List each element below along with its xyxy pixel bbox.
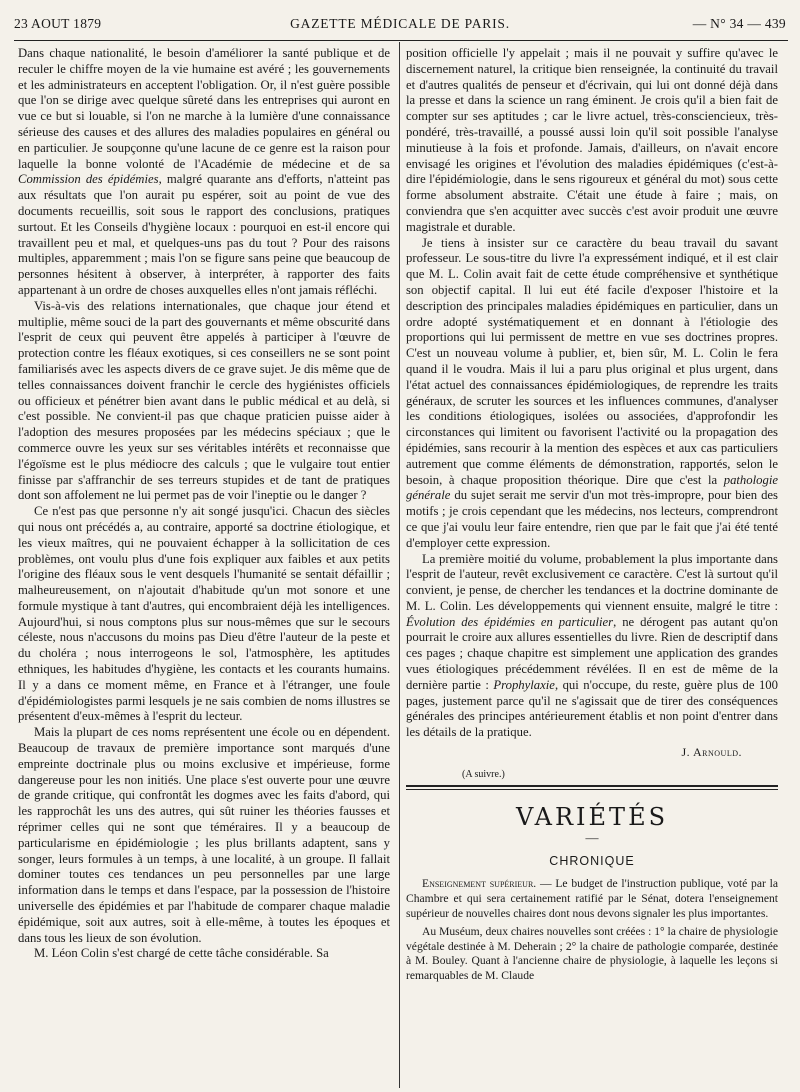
- header-date: 23 AOUT 1879: [14, 16, 102, 31]
- header-issue-number: — N° 34 — 439: [692, 16, 786, 31]
- article-signature: [406, 741, 778, 781]
- left-column: [18, 46, 390, 962]
- paragraph: Vis-à-vis des relations internationales, que chaque jour étend et multiplie, même souci de la part des gouvernants et même obscurité dans l'esprit de ceux qui peuvent être appelés à participer à l'œuvre de protection contre les fléaux exotiques, si ces conseillers ne se sont point familiarisés avec les aspects divers de ce grave sujet. Je dis même que de telles connaissances doivent franchir le cercle des hygiénistes officiels ou officieux et pénétrer bien avant dans le public médical et au delà, si c'est possible. Ne convient-il pas que chaque praticien puisse aider à l'adoption des mesures proposées par les médecins spéciaux ; que le commerce ouvre les yeux sur ses véritables intérêts et reconnaisse que l'égoïsme est le plus médiocre des calculs ; que le vulgaire tout entier finisse par s'affranchir de ses terreurs stupides et de tant de pratiques dont son affolement ne lui permet pas de voir l'ineptie ou le danger ?: [18, 298, 390, 503]
- section-title: VARIÉTÉS: [515, 803, 669, 832]
- right-column: [406, 46, 778, 984]
- header-title: GAZETTE MÉDICALE DE PARIS.: [290, 16, 510, 31]
- column-divider: [399, 42, 400, 1088]
- author-name: J. Arnould.: [681, 745, 742, 760]
- section-rule-thin: [406, 789, 778, 790]
- title-dash: —: [585, 829, 599, 845]
- subsection-title: CHRONIQUE: [549, 853, 635, 868]
- section-rule: [406, 785, 778, 787]
- paragraph: Dans chaque nationalité, le besoin d'améliorer la santé publique et de reculer le chiffre moyen de la vie humaine est avéré ; les gouvernements et les administrateurs en acceptent l'obligation. Or, il n'est guère possible que l'on se dirige avec quelque sûreté dans les entreprises qui auront en vue ce but si louable, si l'on ne marche à la lumière d'une connaissance sérieuse des causes et des allures des maladies populaires en général ou en particulier. Je soupçonne qu'une lacune de ce genre est la raison pour laquelle la bonne volonté de l'Académie de médecine et de sa Commission des épidémies, malgré quarante ans d'efforts, n'atteint pas aux résultats que l'on aurait pu espérer, soit au point de vue des documents recueillis, soit sous le rapport des conclusions, pratiques surtout. Et les Conseils d'hygiène locaux : pourquoi en est-il encore qui travaillent peu et mal, et quelques-uns pas du tout ? Pour des raisons multiples, apparemment ; mais l'on se figure sans peine que beaucoup de personnes hésitent à observer, à interpréter, à rapporter des faits appartenant à un ordre de choses auxquelles elles n'ont jamais réfléchi.: [18, 46, 390, 297]
- paragraph: Mais la plupart de ces noms représentent une école ou en dépendent. Beaucoup de travaux de première importance sont marqués d'une empreinte doctrinale plus ou moins exclusive et impérieuse, forme dangereuse pour les non initiés. Une place s'est ouverte pour une œuvre de grande critique, qui confrontât les dogmes avec les faits d'abord, qui les rapprochât les uns des autres, qui sût ruiner les théories fausses et réprimer celles qui ne sont que téméraires. Il y a beaucoup de particularisme en épidémiologie ; les plus brillants adaptent, sans y songer, leurs formules à un temps, à une localité, à un groupe. Il fallait dominer toutes ces tendances un peu personnelles par une large information dans le temps et dans l'espace, par la possession de l'histoire universelle des épidémies et par l'habitude de comparer chaque maladie épidémique, soit aux autres, soit à elle-même, à toutes les époques et dans tous les lieux de son évolution.: [18, 725, 390, 945]
- paragraph: Ce n'est pas que personne n'y ait songé jusqu'ici. Chacun des siècles qui nous ont précédés a, au contraire, apporté sa doctrine étiologique, et les vieux maîtres, qui ne pouvaient échapper à la sollicitation de ces problèmes, ont voulu plus d'une fois expliquer aux faibles et aux petits l'origine des fléaux sous le vent desquels l'humanité se sentait défaillir ; malheureusement, on n'ajoutait d'habitude qu'un mot sonore et une formule mystique à tant d'autres, qui encombraient déjà les intelligences. Aujourd'hui, si nous comptons plus sur nous-mêmes que sur le secours céleste, nous n'accusons du moins pas Dieu d'être l'auteur de la peste et du choléra ; nous interrogeons le sol, l'atmosphère, les aptitudes ethniques, les habitudes d'hygiène, les contacts et les courants humains. Il y a dans ce moment même, en France et à l'étranger, une foule d'épidémiologistes parmi lesquels je ne sais combien de noms illustres se présentent d'eux-mêmes à l'esprit du lecteur.: [18, 504, 390, 724]
- page-header: [14, 16, 786, 38]
- paragraph: M. Léon Colin s'est chargé de cette tâche considérable. Sa: [34, 946, 329, 961]
- paragraph: Je tiens à insister sur ce caractère du beau travail du savant professeur. Le sous-titre du livre l'a expressément indiqué, et il est clair que M. L. Colin avait fait de cette étude compréhensive et synthétique son objectif capital. Il lui eut été facile d'exposer l'histoire et la description des principales maladies épidémiques en particulier, dans un ordre adopté systématiquement et en donnant à l'étiologie des proportions qui lui permissent de mettre en vue ses doctrines propres. C'est un nouveau volume à publier, et, bien sûr, M. L. Colin le fera quand il le voudra. Mais il lui a paru plus original et plus urgent, dans l'état actuel des connaissances épidémiologiques, de reprendre les traits généraux, de scruter les sources et les influences communes, d'analyser les conditions étiologiques, isolées ou associées, d'approfondir les circonstances qui limitent ou favorisent l'activité ou la propagation des épidémies, sans recourir à la mention des espèces et aux cas particuliers autrement que comme éléments de démonstration, rapportés, selon le besoin, à chaque proposition théorique. Dire que c'est la pathologie générale du sujet serait me servir d'un mot très-impropre, pour bien des motifs ; je crois cependant que les médecins, nos lecteurs, comprendront ce que j'ai voulu leur faire entendre, rien que par le fait que j'ai été tenté d'employer cette expression.: [406, 235, 778, 550]
- chronicle-paragraph: Enseignement supérieur. — Le budget de l'instruction publique, voté par la Chambre et qui sera certainement ratifié par le Sénat, dotera l'enseignement supérieur de nouvelles chaires dont nous devons signaler les plus importantes.: [406, 877, 778, 920]
- header-rule: [14, 40, 788, 41]
- to-be-continued: (A suivre.): [462, 769, 505, 781]
- paragraph: position officielle l'y appelait ; mais il ne pouvait y suffire qu'avec le discernement naturel, la critique bien renseignée, la continuité du travail et d'autres qualités de penseur et d'écrivain, qui lui ont donné déjà dans la presse et dans la science un rang éminent. Je crois qu'il a bien fait de compter sur ses aptitudes ; car le livre actuel, très-consciencieux, très-pondéré, très-travaillé, a poussé aussi loin qu'il soit possible l'analyse minutieuse à la fois et profonde. Jamais, d'ailleurs, on n'avait encore envisagé les origines et l'évolution des maladies épidémiques (c'est-à-dire l'épidémiologie, dans le sens rigoureux et général du mot) sous cette forme absolument abstraite. C'était une étude à faire ; mais, on conviendra que s'en acquitter avec succès c'est avoir produit une œuvre magistrale et durable.: [406, 46, 778, 234]
- paragraph: La première moitié du volume, probablement la plus importante dans l'esprit de l'auteur, revêt exclusivement ce caractère. C'est là surtout qu'il convient, je pense, de chercher les tendances et la doctrine dominante de M. L. Colin. Les développements qui viennent ensuite, malgré le titre : Évolution des épidémies en particulier, ne dérogent pas autant qu'on pourrait le croire aux allures essentielles du livre. Rien de descriptif dans ces pages ; chaque chapitre est simplement une application des grandes vues étiologiques précédemment révélées. Il en est de même de la dernière partie : Prophylaxie, qui n'occupe, du reste, guère plus de 100 pages, justement parce qu'il ne s'agissait que de tirer des conséquences générales des principes antérieurement établis et non point d'entrer dans les détails de la pratique.: [406, 551, 778, 740]
- chronicle-paragraph: Au Muséum, deux chaires nouvelles sont créées : 1° la chaire de physiologie végétale destinée à M. Deherain ; 2° la chaire de pathologie comparée, destinée à M. Bouley. Quant à l'ancienne chaire de physiologie, à laquelle les leçons si remarquables de M. Claude: [406, 925, 778, 983]
